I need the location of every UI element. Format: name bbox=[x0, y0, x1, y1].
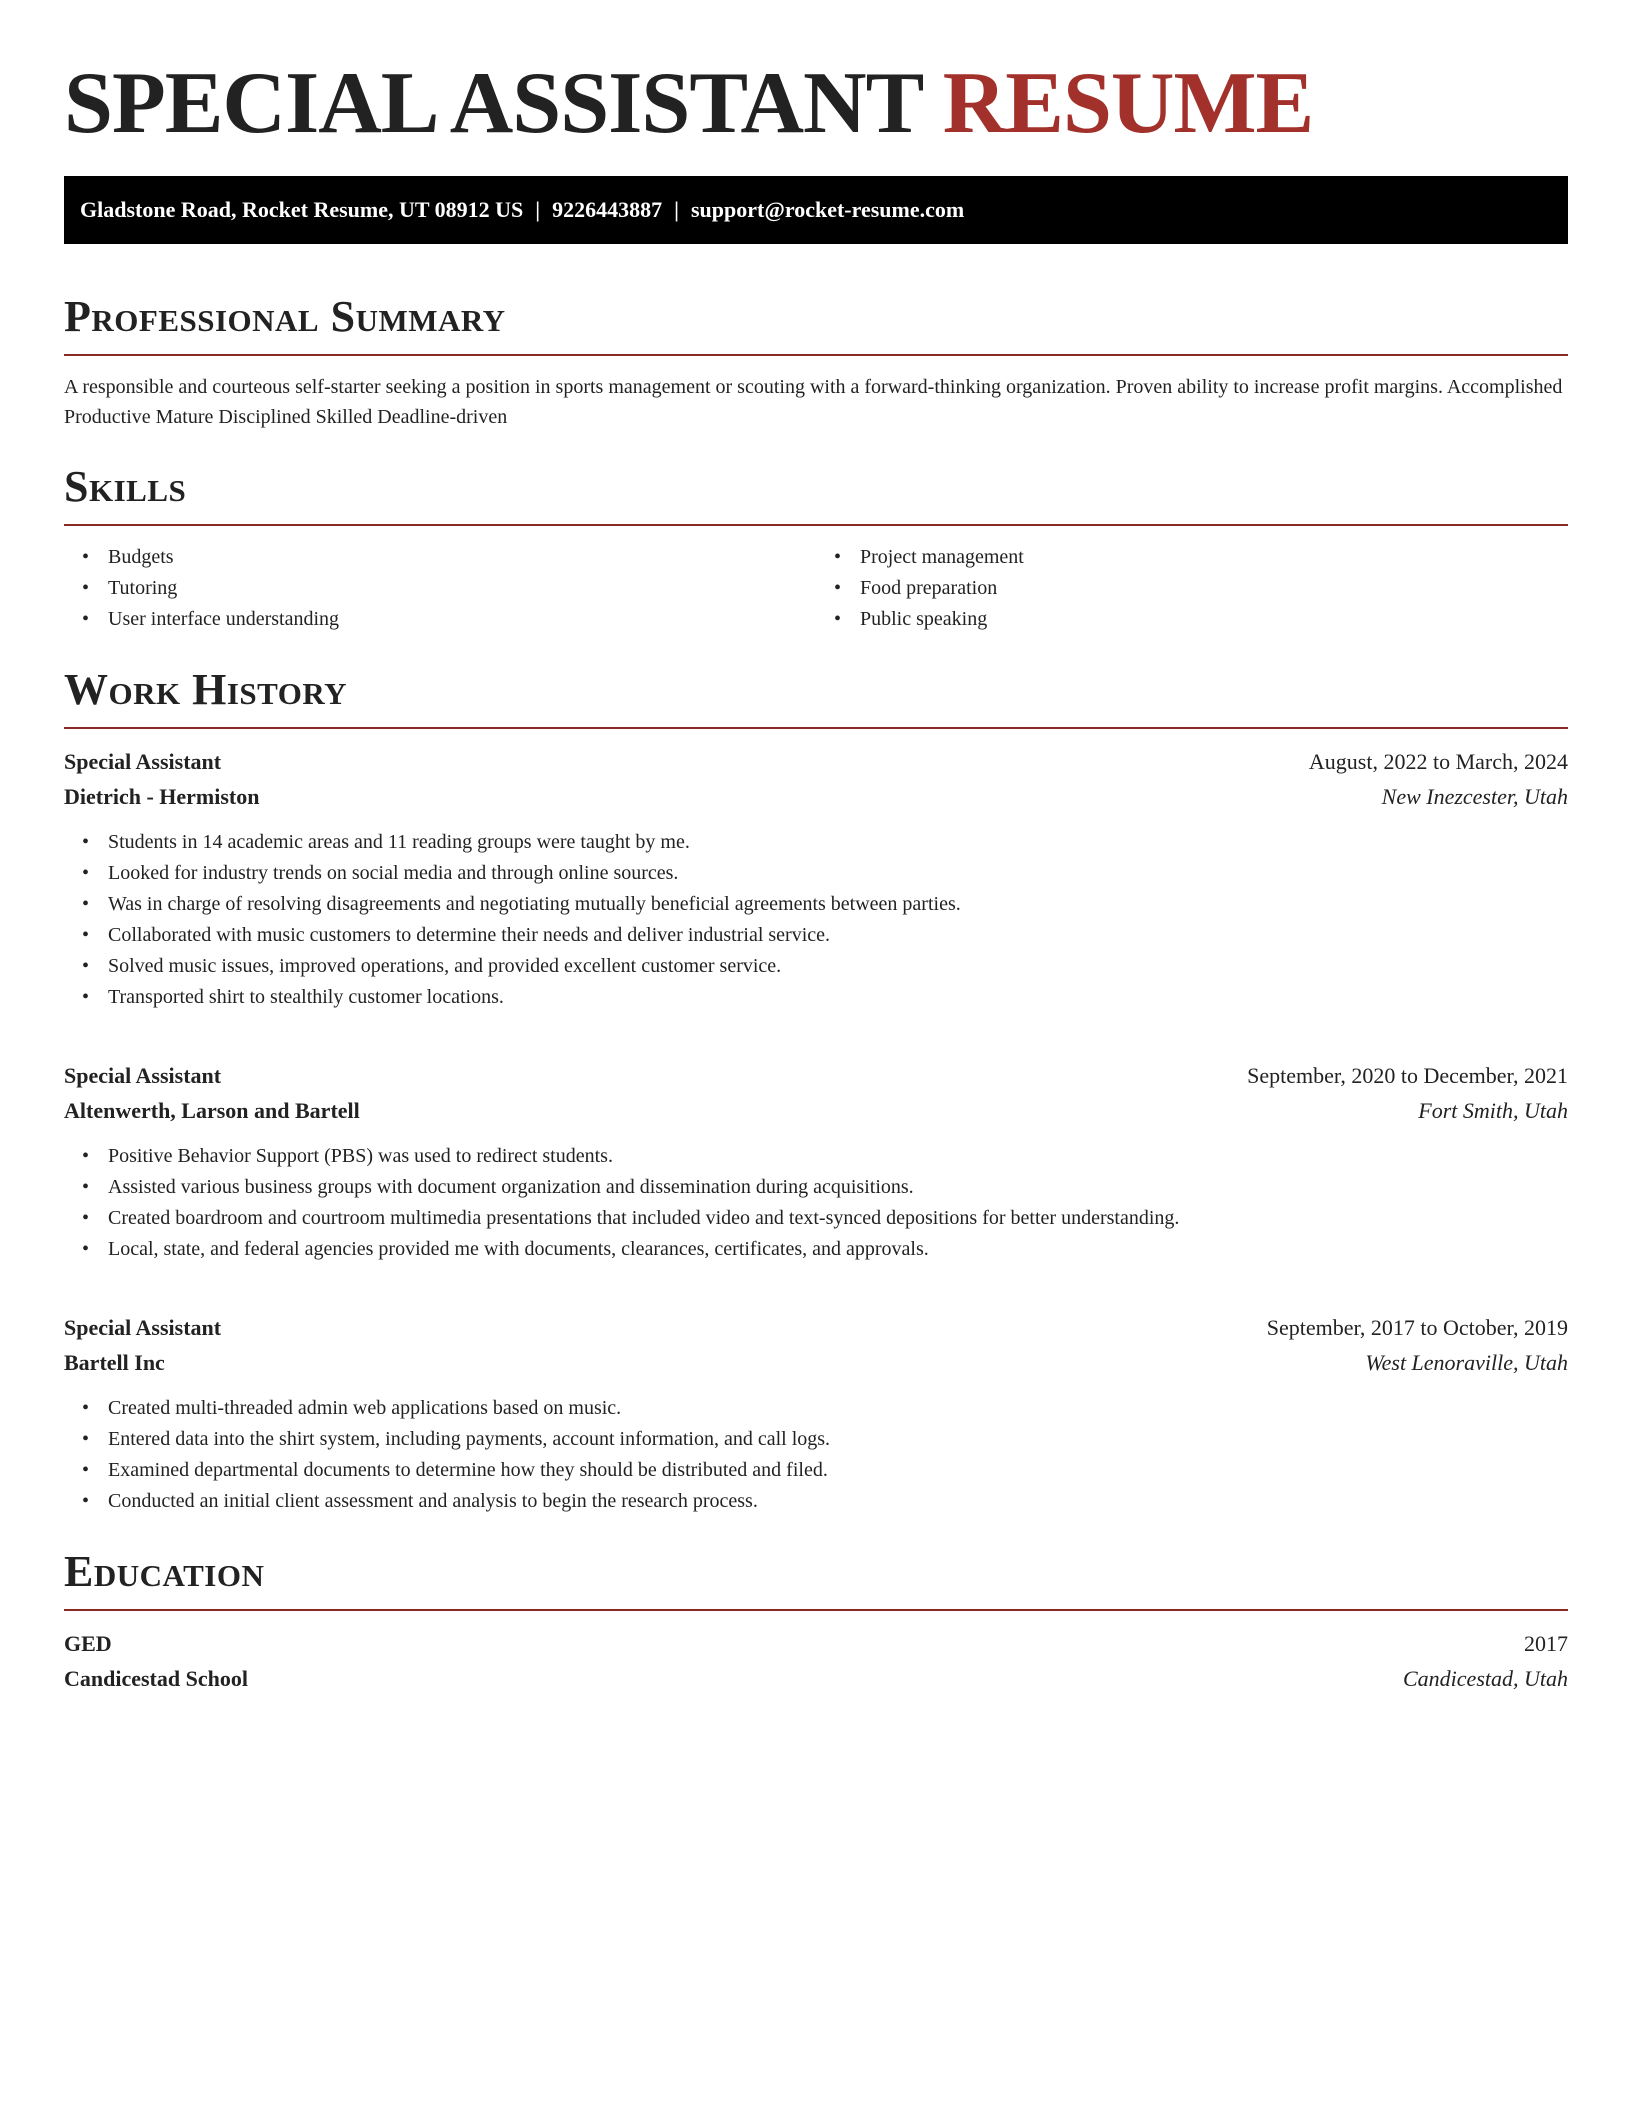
job-company: Bartell Inc bbox=[64, 1350, 165, 1375]
education-school: Candicestad School bbox=[64, 1666, 248, 1691]
section-heading: Skills bbox=[64, 462, 187, 511]
contact-phone: 9226443887 bbox=[552, 197, 663, 222]
job-bullet: • Students in 14 academic areas and 11 reading groups were taught by me. bbox=[108, 827, 1568, 858]
job-bullets bbox=[64, 1393, 1568, 1517]
title-accent: RESUME bbox=[942, 55, 1314, 152]
contact-email: support@rocket-resume.com bbox=[691, 197, 965, 222]
resume-title bbox=[64, 0, 1568, 158]
job-bullets bbox=[64, 1141, 1568, 1265]
job-company: Dietrich - Hermiston bbox=[64, 784, 260, 809]
job-bullet: • Local, state, and federal agencies provided me with documents, clearances, certificates, and approvals. bbox=[108, 1234, 1568, 1265]
education-location: Candicestad, Utah bbox=[1403, 1666, 1568, 1691]
skills-list-right bbox=[816, 542, 1568, 635]
skills-columns bbox=[64, 542, 1568, 635]
job-bullet: • Examined departmental documents to determine how they should be distributed and filed. bbox=[108, 1455, 1568, 1486]
job-entry bbox=[64, 745, 1568, 1013]
summary-text: A responsible and courteous self-starter seeking a position in sports management or scouting with a forward-thinking organization. Proven ability to increase profit margins. Accomplished Productive Mature Disciplined Skilled Deadline-driven bbox=[64, 376, 1563, 428]
education-degree: GED bbox=[64, 1631, 112, 1656]
education-year: 2017 bbox=[1524, 1631, 1568, 1656]
job-dates: September, 2020 to December, 2021 bbox=[1247, 1063, 1568, 1088]
contact-bar bbox=[64, 176, 1568, 244]
skill-item: • Public speaking bbox=[860, 604, 1568, 635]
contact-separator: | bbox=[535, 197, 541, 222]
job-bullet: • Positive Behavior Support (PBS) was used to redirect students. bbox=[108, 1141, 1568, 1172]
job-title: Special Assistant bbox=[64, 749, 222, 774]
job-bullet: • Looked for industry trends on social media and through online sources. bbox=[108, 858, 1568, 889]
job-bullet: • Was in charge of resolving disagreements and negotiating mutually beneficial agreements between parties. bbox=[108, 889, 1568, 920]
skills-list-left bbox=[64, 542, 816, 635]
job-bullet: • Created boardroom and courtroom multimedia presentations that included video and text-synced depositions for better understanding. bbox=[108, 1203, 1568, 1234]
job-bullet: • Collaborated with music customers to determine their needs and deliver industrial service. bbox=[108, 920, 1568, 951]
section-heading: Work History bbox=[64, 665, 348, 714]
job-entry bbox=[64, 1059, 1568, 1265]
job-bullet: • Transported shirt to stealthily customer locations. bbox=[108, 982, 1568, 1013]
job-entry bbox=[64, 1311, 1568, 1517]
job-bullet: • Assisted various business groups with document organization and dissemination during acquisitions. bbox=[108, 1172, 1568, 1203]
education-section bbox=[64, 1547, 1568, 1697]
skill-item: • Food preparation bbox=[860, 573, 1568, 604]
contact-address: Gladstone Road, Rocket Resume, UT 08912 US bbox=[80, 197, 524, 222]
job-title: Special Assistant bbox=[64, 1315, 222, 1340]
skill-item: • User interface understanding bbox=[108, 604, 816, 635]
job-dates: August, 2022 to March, 2024 bbox=[1308, 749, 1568, 774]
section-heading: Education bbox=[64, 1547, 265, 1596]
skill-item: • Budgets bbox=[108, 542, 816, 573]
job-location: West Lenoraville, Utah bbox=[1365, 1350, 1568, 1375]
job-bullet: • Solved music issues, improved operations, and provided excellent customer service. bbox=[108, 951, 1568, 982]
title-main: SPECIAL ASSISTANT bbox=[64, 55, 922, 152]
job-location: New Inezcester, Utah bbox=[1381, 784, 1568, 809]
job-bullet: • Conducted an initial client assessment and analysis to begin the research process. bbox=[108, 1486, 1568, 1517]
skill-item: • Tutoring bbox=[108, 573, 816, 604]
education-entry bbox=[64, 1627, 1568, 1697]
skill-item: • Project management bbox=[860, 542, 1568, 573]
job-title: Special Assistant bbox=[64, 1063, 222, 1088]
job-bullet: • Created multi-threaded admin web applications based on music. bbox=[108, 1393, 1568, 1424]
section-divider bbox=[64, 524, 1568, 526]
section-divider bbox=[64, 727, 1568, 729]
job-bullets bbox=[64, 827, 1568, 1013]
work-history-section bbox=[64, 665, 1568, 1517]
job-dates: September, 2017 to October, 2019 bbox=[1266, 1315, 1568, 1340]
section-divider bbox=[64, 1609, 1568, 1611]
job-location: Fort Smith, Utah bbox=[1418, 1098, 1568, 1123]
contact-separator: | bbox=[674, 197, 679, 222]
skills-section bbox=[64, 462, 1568, 635]
professional-summary-section bbox=[64, 292, 1568, 432]
section-heading: Professional Summary bbox=[64, 292, 506, 341]
section-divider bbox=[64, 354, 1568, 356]
job-bullet: • Entered data into the shirt system, including payments, account information, and call logs. bbox=[108, 1424, 1568, 1455]
job-company: Altenwerth, Larson and Bartell bbox=[64, 1098, 360, 1123]
